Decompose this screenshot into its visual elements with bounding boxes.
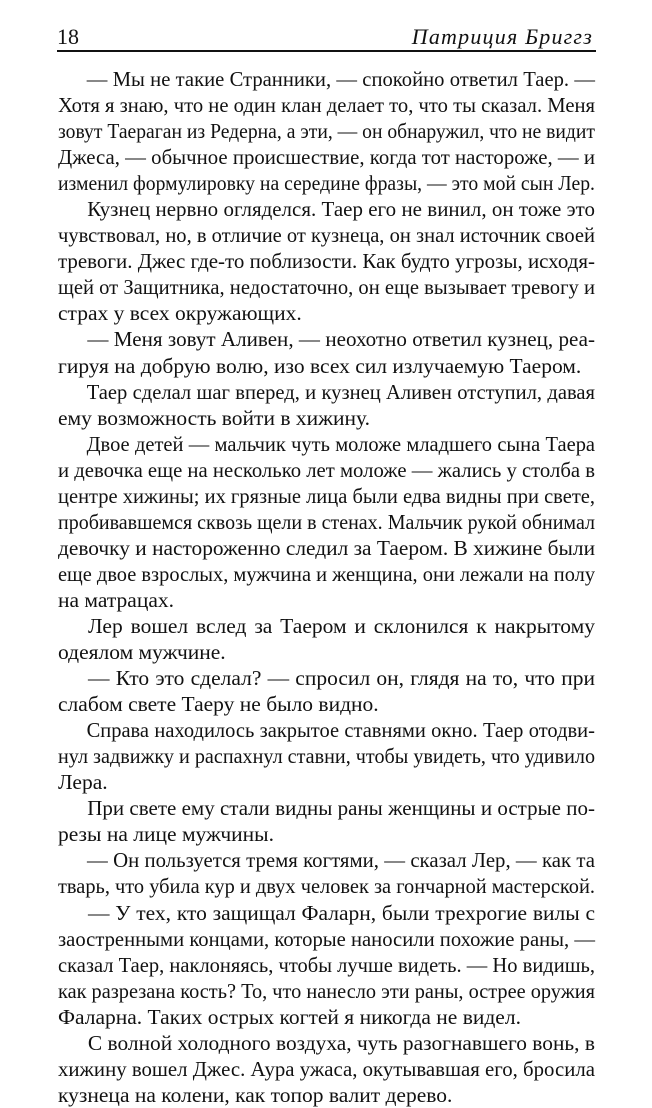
text-line (58, 144, 595, 170)
text-line (58, 248, 595, 274)
line-text: — Он пользуется тремя когтями, — сказал Лер, — как та (87, 848, 595, 873)
paragraph-first-line (58, 196, 595, 222)
paragraph-first-line (58, 847, 595, 873)
text-line (58, 92, 595, 118)
line-text: зовут Таераган из Редерна, а эти, — он обнаружил, что не видит (58, 119, 595, 144)
line-text: кузнеца на колени, как топор валит дерево. (58, 1082, 453, 1107)
paragraph-first-line (58, 665, 595, 691)
line-text: При свете ему стали видны раны женщины и острые по- (87, 796, 595, 821)
line-text: центре хижины; их грязные лица были едва видны при свете, (58, 483, 596, 508)
paragraph-first-line (58, 66, 595, 92)
text-line (58, 457, 595, 483)
line-text: сказал Таер, наклоняясь, чтобы лучше видеть. — Но видишь, (58, 952, 596, 977)
line-text: Джеса, — обычное происшествие, когда тот настороже, — и (58, 145, 595, 170)
text-line (58, 769, 595, 795)
text-line (58, 274, 595, 300)
text-line (58, 561, 595, 587)
line-text: Кузнец нервно огляделся. Таер его не винил, он тоже это (87, 197, 595, 222)
text-line (58, 1056, 595, 1082)
paragraph-first-line (58, 900, 595, 926)
line-text: хижину вошел Джес. Аура ужаса, окутывавшая его, бросила (58, 1056, 595, 1081)
line-text: Двое детей — мальчик чуть моложе младшего сына Таера (86, 431, 596, 456)
line-text: и девочка еще на несколько лет моложе — жались у столба в (58, 457, 596, 482)
text-line (58, 509, 595, 535)
line-text: на матрацах. (58, 587, 174, 612)
text-line (58, 300, 595, 326)
line-text: Справа находилось закрытое ставнями окно. Таер отодви- (86, 718, 595, 743)
text-line (58, 118, 595, 144)
paragraph-first-line (58, 795, 595, 821)
line-text: заостренными концами, которые наносили похожие раны, — (58, 926, 596, 951)
text-line (58, 535, 595, 561)
running-title-author: Патриция Бриггз (411, 24, 593, 49)
line-text: одеялом мужчине. (58, 640, 226, 665)
line-text: щей от Защитника, недостаточно, он еще вызывает тревогу и (58, 275, 596, 300)
paragraph-first-line (58, 326, 595, 352)
text-line (58, 952, 595, 978)
line-text: как разрезана кость? То, что нанесло эти раны, острее оружия (58, 978, 595, 1003)
line-text: девочку и настороженно следил за Таером. В хижине были (58, 535, 596, 560)
line-text: нул задвижку и распахнул ставни, чтобы увидеть, что удивило (58, 744, 596, 769)
paragraph-first-line (58, 1030, 595, 1056)
text-line (58, 483, 595, 509)
page-number: 18 (57, 24, 79, 49)
text-line (58, 691, 595, 717)
text-line (58, 821, 595, 847)
line-text: еще двое взрослых, мужчина и женщина, они лежали на полу (58, 561, 596, 586)
running-header (57, 24, 595, 52)
line-text: чувствовал, но, в отличие от кузнеца, он знал источник своей (58, 223, 595, 248)
line-text: Фаларна. Таких острых когтей я никогда не видел. (58, 1004, 521, 1029)
line-text: — Мы не такие Странники, — спокойно ответил Таер. — (86, 67, 596, 91)
body-text (58, 66, 595, 1108)
line-text: — У тех, кто защищал Фаларн, были трехрогие вилы с (88, 900, 595, 925)
line-text: — Меня зовут Аливен, — неохотно ответил кузнец, реа- (87, 327, 595, 352)
line-text: Таер сделал шаг вперед, и кузнец Аливен отступил, давая (86, 379, 596, 404)
line-text: резы на лице мужчины. (58, 822, 274, 847)
line-text: — Кто это сделал? — спросил он, глядя на то, что при (88, 666, 595, 691)
line-text: Лер вошел вслед за Таером и склонился к накрытому (88, 613, 595, 638)
text-line (58, 1082, 595, 1108)
text-line (58, 1004, 595, 1030)
line-text: Хотя я знаю, что не один клан делает то, что ты сказал. Меня (58, 93, 596, 118)
line-text: гируя на добрую волю, изо всех сил излучаемую Таером. (58, 353, 582, 378)
line-text: тварь, что убила кур и двух человек за гончарной мастерской. (58, 874, 595, 899)
line-text: пробивавшемся сквозь щели в стенах. Мальчик рукой обнимал (58, 509, 595, 534)
header-rule (57, 50, 596, 52)
paragraph-first-line (58, 379, 595, 405)
line-text: тревоги. Джес где-то поблизости. Как будто угрозы, исходя- (58, 249, 596, 274)
line-text: С волной холодного воздуха, чуть разогнавшего вонь, в (87, 1030, 596, 1055)
text-line (58, 587, 595, 613)
line-text: ему возможность войти в хижину. (58, 405, 370, 430)
paragraph-first-line (58, 431, 595, 457)
text-line (58, 222, 595, 248)
text-line (58, 170, 595, 196)
line-text: изменил формулировку на середине фразы, — это мой сын Лер. (58, 171, 595, 196)
text-line (58, 873, 595, 899)
paragraph-first-line (58, 613, 595, 639)
line-text: Лера. (58, 770, 108, 795)
text-line (58, 743, 595, 769)
text-line (58, 639, 595, 665)
line-text: слабом свете Таеру не было видно. (58, 692, 379, 717)
text-line (58, 353, 595, 379)
line-text: страх у всех окружающих. (58, 301, 302, 326)
text-line (58, 926, 595, 952)
paragraph-first-line (58, 717, 595, 743)
text-line (58, 405, 595, 431)
